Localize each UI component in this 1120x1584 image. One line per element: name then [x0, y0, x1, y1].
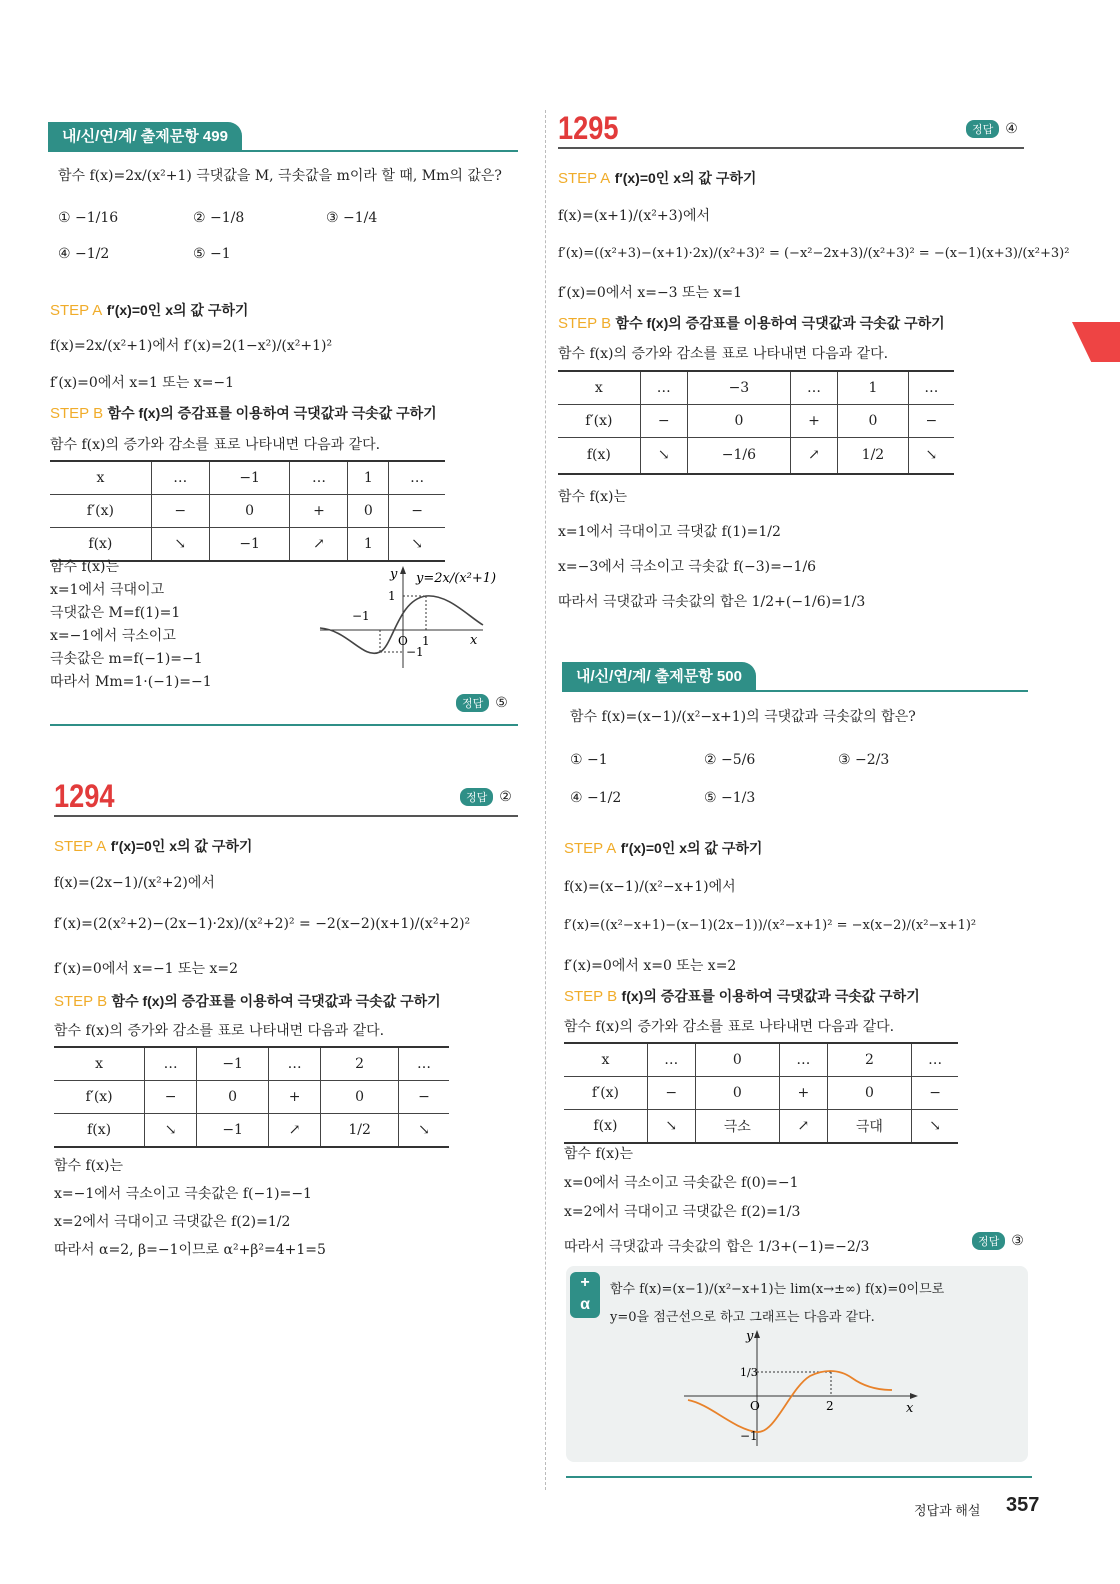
p1294-stepA-line-2: f′(x)=(2(x²+2)−(2x−1)·2x)/(x²+2)² = −2(x−2)(x+1)/(x²+2)² [54, 916, 471, 932]
q500-stepB-heading [564, 986, 920, 1006]
conclusion-line: 따라서 α=2, β=−1이므로 α²+β²=4+1=5 [54, 1242, 326, 1258]
q500-stepA-heading [564, 838, 762, 858]
graph-ytick-1: 1 [388, 589, 396, 603]
stepB-label: STEP B [50, 405, 104, 422]
q499-answer [456, 694, 508, 712]
p1294-stepA-heading [54, 836, 252, 856]
section-divider [50, 724, 518, 726]
q499-choice-4: ④ −1/2 [58, 246, 110, 262]
table-cell: 0 [695, 1077, 779, 1110]
graph-label-x: x [470, 633, 478, 648]
footer-label: 정답과 해설 [914, 1503, 981, 1518]
table-row [54, 1047, 449, 1081]
table-row [564, 1110, 958, 1144]
conclusion-line: 함수 f(x)는 [558, 489, 628, 505]
q500-section [562, 662, 1028, 692]
table-cell: … [269, 1047, 321, 1081]
table-cell: 1 [348, 461, 389, 495]
graph-origin: O [750, 1399, 760, 1413]
graph-tick-2: 2 [826, 1399, 834, 1413]
stepA-label: STEP A [50, 302, 103, 319]
page-number: 357 [1006, 1494, 1040, 1516]
p1294-stepA-line-3: f′(x)=0에서 x=−1 또는 x=2 [54, 961, 239, 977]
graph-ytick-neg1: −1 [406, 645, 424, 659]
stepB-title: 함수 f(x)의 증감표를 이용하여 극댓값과 극솟값 구하기 [615, 315, 945, 331]
table-cell: 0 [695, 1043, 779, 1077]
answer-value: ⑤ [495, 695, 508, 711]
stepB-title: 함수 f(x)의 증감표를 이용하여 극댓값과 극솟값 구하기 [111, 993, 441, 1009]
stepB-title: 함수 f(x)의 증감표를 이용하여 극댓값과 극솟값 구하기 [107, 405, 437, 421]
table-cell: −3 [687, 371, 790, 405]
table-cell: ↘ [640, 438, 687, 474]
table-row [54, 1081, 449, 1114]
graph-ytick-1-3: 1/3 [740, 1366, 758, 1379]
p1295-stepA-heading [558, 168, 756, 188]
p1295-variation-table [558, 370, 954, 475]
table-cell: 0 [827, 1077, 911, 1110]
p1295-stepB-intro: 함수 f(x)의 증가와 감소를 표로 나타내면 다음과 같다. [558, 346, 889, 362]
q499-choice-5: ⑤ −1 [193, 246, 231, 262]
chapter-tab [1072, 322, 1120, 362]
table-cell: 0 [348, 495, 389, 528]
table-cell: f(x) [87, 1122, 112, 1138]
q500-question: 함수 f(x)=(x−1)/(x²−x+1)의 극댓값과 극솟값의 합은? [570, 709, 916, 725]
table-cell: −1 [209, 461, 290, 495]
table-cell: − [389, 495, 445, 528]
table-cell: … [647, 1043, 695, 1077]
table-cell: − [399, 1081, 449, 1114]
p1295-stepA-line-1: f(x)=(x+1)/(x²+3)에서 [558, 208, 711, 224]
table-cell: 0 [687, 405, 790, 438]
table-cell: ↘ [389, 528, 445, 562]
table-cell: ↘ [912, 1110, 958, 1144]
conclusion-line: 극댓값은 M=f(1)=1 [50, 605, 181, 621]
table-cell: … [908, 371, 954, 405]
table-cell: ↗ [290, 528, 348, 562]
q500-stepA-line-3: f′(x)=0에서 x=0 또는 x=2 [564, 958, 737, 974]
q499-choice-2: ② −1/8 [193, 210, 245, 226]
q499-stepA-line-2: f′(x)=0에서 x=1 또는 x=−1 [50, 375, 235, 391]
graph-func-label: y=2x/(x²+1) [416, 571, 497, 586]
p1294-stepB-heading [54, 991, 441, 1011]
conclusion-line: x=−1에서 극소이고 [50, 628, 176, 644]
q499-choice-1: ① −1/16 [58, 210, 119, 226]
conclusion-line: 따라서 극댓값과 극솟값의 합은 1/2+(−1/6)=1/3 [558, 594, 866, 610]
table-cell: ↘ [151, 528, 209, 562]
q499-stepA-line-1: f(x)=2x/(x²+1)에서 f′(x)=2(1−x²)/(x²+1)² [50, 338, 333, 354]
q500-answer [972, 1232, 1024, 1250]
q499-stepB-intro: 함수 f(x)의 증가와 감소를 표로 나타내면 다음과 같다. [50, 437, 381, 453]
q500-conclusion [564, 1140, 869, 1262]
p1295-stepA-line-2: f′(x)=((x²+3)−(x+1)·2x)/(x²+3)² = (−x²−2x+3)/(x²+3)² = −(x−1)(x+3)/(x²+3)² [558, 246, 1070, 261]
column-divider [545, 110, 546, 1490]
table-cell: 1/2 [838, 438, 909, 474]
stepB-title: f(x)의 증감표를 이용하여 극댓값과 극솟값 구하기 [621, 988, 920, 1004]
conclusion-line: x=2에서 극대이고 극댓값은 f(2)=1/3 [564, 1204, 801, 1220]
p1294-answer [460, 788, 512, 806]
table-cell: ↗ [780, 1110, 828, 1144]
table-cell: 0 [838, 405, 909, 438]
conclusion-line: 따라서 극댓값과 극솟값의 합은 1/3+(−1)=−2/3 [564, 1239, 870, 1255]
answer-badge: 정답 [966, 120, 999, 138]
table-cell: − [640, 405, 687, 438]
section-divider [566, 1476, 1032, 1478]
table-cell: + [791, 405, 838, 438]
table-cell: + [290, 495, 348, 528]
plus-line-2: y=0을 점근선으로 하고 그래프는 다음과 같다. [610, 1310, 875, 1325]
q500-choice-4: ④ −1/2 [570, 790, 622, 806]
table-cell: … [912, 1043, 958, 1077]
table-cell: … [791, 371, 838, 405]
table-cell: ↘ [908, 438, 954, 474]
table-cell: + [269, 1081, 321, 1114]
table-cell: f′(x) [86, 503, 114, 519]
p1295-answer [966, 120, 1018, 138]
problem-number-1295: 1295 [558, 110, 619, 146]
problem-number-1294: 1294 [54, 778, 115, 814]
table-cell: ↘ [399, 1114, 449, 1148]
table-cell: ↘ [647, 1110, 695, 1144]
q500-graph [680, 1328, 920, 1448]
table-cell: − [647, 1077, 695, 1110]
table-cell: f(x) [88, 536, 113, 552]
table-cell: f(x) [593, 1118, 618, 1134]
stepA-label: STEP A [564, 840, 617, 857]
answer-value: ④ [1005, 121, 1018, 137]
table-cell: … [399, 1047, 449, 1081]
answer-value: ③ [1011, 1233, 1024, 1249]
conclusion-line: x=0에서 극소이고 극솟값은 f(0)=−1 [564, 1175, 799, 1191]
plus-line-1: 함수 f(x)=(x−1)/(x²−x+1)는 lim(x→±∞) f(x)=0이므로 [610, 1282, 945, 1297]
table-cell: … [389, 461, 445, 495]
table-cell: … [780, 1043, 828, 1077]
stepA-title: f′(x)=0인 x의 값 구하기 [110, 838, 253, 854]
stepA-label: STEP A [54, 838, 107, 855]
table-cell: −1 [209, 528, 290, 562]
table-cell: 0 [197, 1081, 269, 1114]
table-row [558, 405, 954, 438]
table-cell: x [95, 1056, 104, 1072]
table-cell: 1/2 [321, 1114, 399, 1148]
conclusion-line: 함수 f(x)는 [564, 1146, 634, 1162]
p1294-variation-table [54, 1046, 449, 1148]
q499-header: 내/신/연/계/ 출제문항 499 [48, 122, 242, 152]
conclusion-line: x=1에서 극대이고 극댓값 f(1)=1/2 [558, 524, 781, 540]
table-cell: 1 [838, 371, 909, 405]
table-cell: ↗ [791, 438, 838, 474]
q500-stepA-line-2: f′(x)=((x²−x+1)−(x−1)(2x−1))/(x²−x+1)² = −x(x−2)/(x²−x+1)² [564, 918, 977, 933]
conclusion-line: 함수 f(x)는 [50, 559, 120, 575]
table-row [50, 461, 445, 495]
q500-stepA-line-1: f(x)=(x−1)/(x²−x+1)에서 [564, 879, 736, 895]
table-cell: 극대 [827, 1110, 911, 1144]
conclusion-line: x=−1에서 극소이고 극솟값은 f(−1)=−1 [54, 1186, 312, 1202]
table-row [54, 1114, 449, 1148]
table-cell: 0 [209, 495, 290, 528]
table-cell: −1/6 [687, 438, 790, 474]
stepA-title: f′(x)=0인 x의 값 구하기 [106, 302, 249, 318]
q500-choice-1: ① −1 [570, 752, 608, 768]
q499-stepA-heading [50, 300, 248, 320]
p1294-conclusion [54, 1152, 326, 1264]
table-cell: −1 [197, 1047, 269, 1081]
q499-question: 함수 f(x)=2x/(x²+1) 극댓값을 M, 극솟값을 m이라 할 때, Mm의 값은? [58, 168, 502, 184]
q499-conclusion [50, 556, 212, 694]
table-cell: 2 [321, 1047, 399, 1081]
q499-graph [318, 560, 497, 670]
answer-badge: 정답 [456, 694, 489, 712]
table-cell: … [290, 461, 348, 495]
p1295-stepB-heading [558, 313, 945, 333]
table-row [564, 1043, 958, 1077]
table-cell: −1 [197, 1114, 269, 1148]
stepB-label: STEP B [564, 988, 618, 1005]
stepB-label: STEP B [558, 315, 612, 332]
table-cell: x [601, 1052, 610, 1068]
p1295-conclusion [558, 480, 865, 620]
answer-badge: 정답 [460, 788, 493, 806]
table-cell: f′(x) [585, 413, 613, 429]
q499-choice-3: ③ −1/4 [326, 210, 378, 226]
graph-origin: O [398, 634, 408, 648]
conclusion-line: x=2에서 극대이고 극댓값은 f(2)=1/2 [54, 1214, 291, 1230]
graph-label-y: y [390, 567, 398, 582]
conclusion-line: x=−3에서 극소이고 극솟값 f(−3)=−1/6 [558, 559, 817, 575]
stepB-label: STEP B [54, 993, 108, 1010]
graph-label-y: y [746, 1329, 754, 1344]
graph-ytick-neg1: −1 [740, 1429, 758, 1443]
table-cell: 1 [348, 528, 389, 562]
stepA-label: STEP A [558, 170, 611, 187]
stepA-title: f′(x)=0인 x의 값 구하기 [614, 170, 757, 186]
table-cell: − [151, 495, 209, 528]
conclusion-line: x=1에서 극대이고 [50, 582, 165, 598]
table-cell: f′(x) [85, 1089, 113, 1105]
q500-stepB-intro: 함수 f(x)의 증가와 감소를 표로 나타내면 다음과 같다. [564, 1019, 895, 1035]
p1294-stepB-intro: 함수 f(x)의 증가와 감소를 표로 나타내면 다음과 같다. [54, 1023, 385, 1039]
answer-badge: 정답 [972, 1232, 1005, 1250]
table-cell: x [594, 380, 603, 396]
table-cell: … [640, 371, 687, 405]
table-row [564, 1077, 958, 1110]
table-cell: − [908, 405, 954, 438]
table-cell: f(x) [586, 447, 611, 464]
graph-label-x: x [906, 1401, 914, 1416]
table-cell: + [780, 1077, 828, 1110]
table-cell: − [912, 1077, 958, 1110]
section-divider [54, 815, 518, 817]
q500-choice-5: ⑤ −1/3 [704, 790, 756, 806]
section-divider [558, 147, 1024, 149]
plus-alpha-icon: + α [570, 1272, 600, 1318]
q499-variation-table [50, 460, 445, 562]
conclusion-line: 따라서 Mm=1·(−1)=−1 [50, 674, 212, 690]
table-cell: 극소 [695, 1110, 779, 1144]
conclusion-line: 극솟값은 m=f(−1)=−1 [50, 651, 203, 667]
table-cell: 0 [321, 1081, 399, 1114]
stepA-title: f′(x)=0인 x의 값 구하기 [620, 840, 763, 856]
table-cell: x [96, 470, 105, 486]
q499-stepB-heading [50, 403, 437, 423]
p1294-stepA-line-1: f(x)=(2x−1)/(x²+2)에서 [54, 875, 215, 891]
table-cell: 2 [827, 1043, 911, 1077]
table-cell: … [145, 1047, 197, 1081]
q500-variation-table [564, 1042, 958, 1144]
graph-tick-neg1: −1 [352, 609, 370, 623]
graph-tick-1: 1 [422, 634, 430, 648]
table-row [558, 371, 954, 405]
q500-choice-2: ② −5/6 [704, 752, 756, 768]
table-cell: ↗ [269, 1114, 321, 1148]
table-row [558, 438, 954, 474]
conclusion-line: 함수 f(x)는 [54, 1158, 124, 1174]
q500-header: 내/신/연/계/ 출제문항 500 [562, 662, 756, 692]
table-cell: … [151, 461, 209, 495]
table-cell: f′(x) [591, 1085, 620, 1101]
answer-value: ② [499, 789, 512, 805]
q499-section [48, 122, 518, 152]
p1295-stepA-line-3: f′(x)=0에서 x=−3 또는 x=1 [558, 285, 743, 301]
q500-choice-3: ③ −2/3 [838, 752, 890, 768]
table-row [50, 495, 445, 528]
table-cell: ↘ [145, 1114, 197, 1148]
table-cell: − [145, 1081, 197, 1114]
